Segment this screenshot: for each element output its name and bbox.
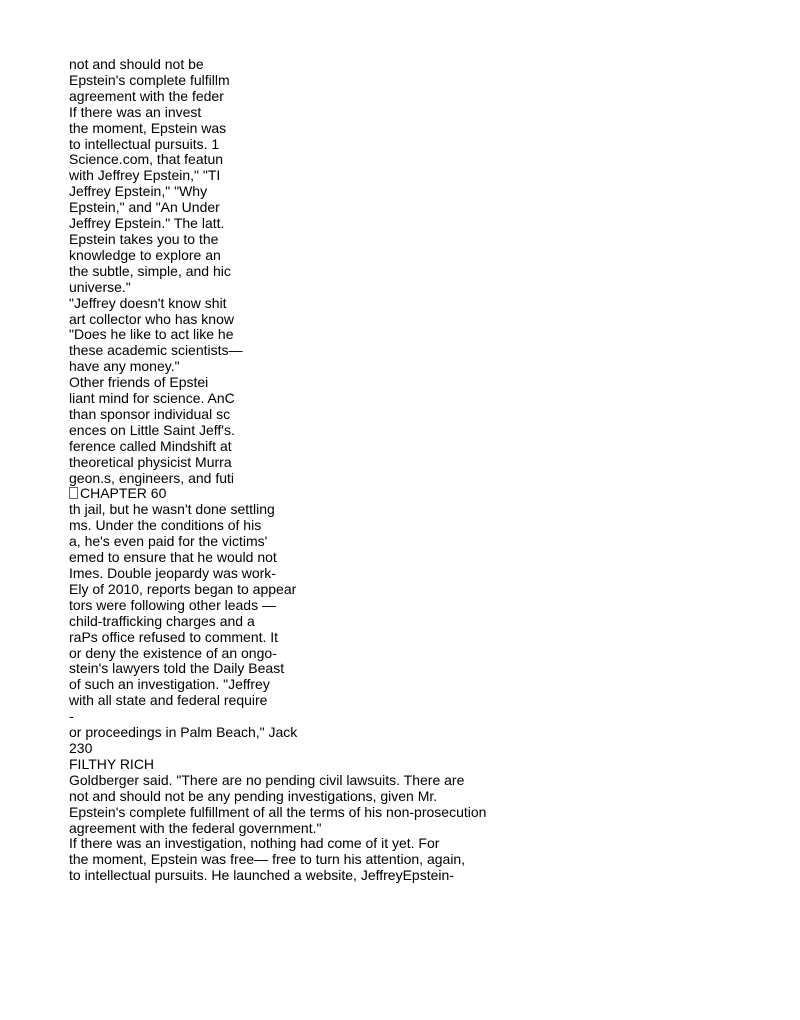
text-line: have any money." (69, 358, 180, 375)
text-line: ference called Mindshift at (69, 437, 232, 454)
text-block-bottom (69, 502, 486, 884)
text-line: FILTHY RICH (69, 755, 155, 772)
text-line: than sponsor individual sc (69, 405, 231, 422)
text-line: agreement with the feder (69, 87, 224, 104)
text-line: "Does he like to act like he (69, 326, 234, 343)
text-line: Jeffrey Epstein," "Why (69, 183, 208, 200)
text-line: - (69, 708, 74, 725)
missing-glyph-box-icon (69, 487, 78, 499)
text-line: a, he's even paid for the victims' (69, 533, 268, 550)
text-line: not and should not be any pending investigations, given Mr. (69, 787, 438, 804)
text-line: Imes. Double jeopardy was work- (69, 565, 276, 581)
text-line: geon.s, engineers, and futi (69, 469, 235, 486)
text-line: If there was an invest (69, 103, 202, 120)
text-line: theoretical physicist Murra (69, 453, 232, 470)
text-line: child-trafficking charges and a (69, 612, 255, 629)
chapter-heading: CHAPTER 60 (69, 486, 486, 502)
document-page (69, 57, 486, 884)
text-line: ences on Little Saint Jeff's. (69, 421, 235, 438)
text-line: art collector who has know (69, 310, 234, 327)
text-line: knowledge to explore an (69, 246, 221, 263)
text-line: raPs office refused to comment. It (69, 628, 279, 645)
text-line: If there was an investigation, nothing had come of it yet. For (69, 835, 440, 852)
text-line: Other friends of Epstei (69, 374, 209, 391)
text-line: stein's lawyers told the Daily Beast (69, 660, 285, 677)
text-line: universe." (69, 278, 131, 295)
text-line: Jeffrey Epstein." The latt. (69, 215, 225, 232)
text-line: Ely of 2010, reports began to appear (69, 580, 297, 597)
text-line: Epstein's complete fulfillment of all the terms of his non-prosecution (69, 803, 487, 820)
text-line: tors were following other leads — (69, 596, 276, 613)
text-line: the moment, Epstein was free— free to turn his attention, again, (69, 851, 466, 868)
text-line: "Jeffrey doesn't know shit (69, 294, 227, 311)
text-line: not and should not be (69, 56, 204, 72)
text-line: agreement with the federal government." (69, 819, 322, 836)
text-line: with all state and federal require (69, 692, 268, 709)
text-line: Epstein's complete fulfillm (69, 71, 230, 88)
text-line: the moment, Epstein was (69, 119, 227, 136)
text-line: liant mind for science. AnC (69, 390, 235, 407)
text-line: Epstein takes you to the (69, 230, 219, 247)
text-block-top (69, 57, 486, 486)
text-line: Epstein," and "An Under (69, 199, 220, 216)
text-line: Science.com, that featun (69, 151, 224, 168)
text-line: Goldberger said. "There are no pending civil lawsuits. There are (69, 771, 465, 788)
text-line: ms. Under the conditions of his (69, 517, 262, 534)
text-line: 230 (69, 739, 93, 756)
text-line: of such an investigation. "Jeffrey (69, 676, 270, 693)
text-line: emed to ensure that he would not (69, 549, 277, 566)
text-line: with Jeffrey Epstein," "TI (69, 167, 221, 184)
text-line: to intellectual pursuits. 1 (69, 135, 220, 152)
text-line: or proceedings in Palm Beach," Jack (69, 724, 298, 741)
text-line: these academic scientists— (69, 342, 243, 359)
text-line: th jail, but he wasn't done settling (69, 501, 275, 518)
text-line: or deny the existence of an ongo- (69, 644, 277, 661)
text-line: to intellectual pursuits. He launched a website, JeffreyEpstein- (69, 867, 454, 884)
text-line: the subtle, simple, and hic (69, 262, 231, 279)
